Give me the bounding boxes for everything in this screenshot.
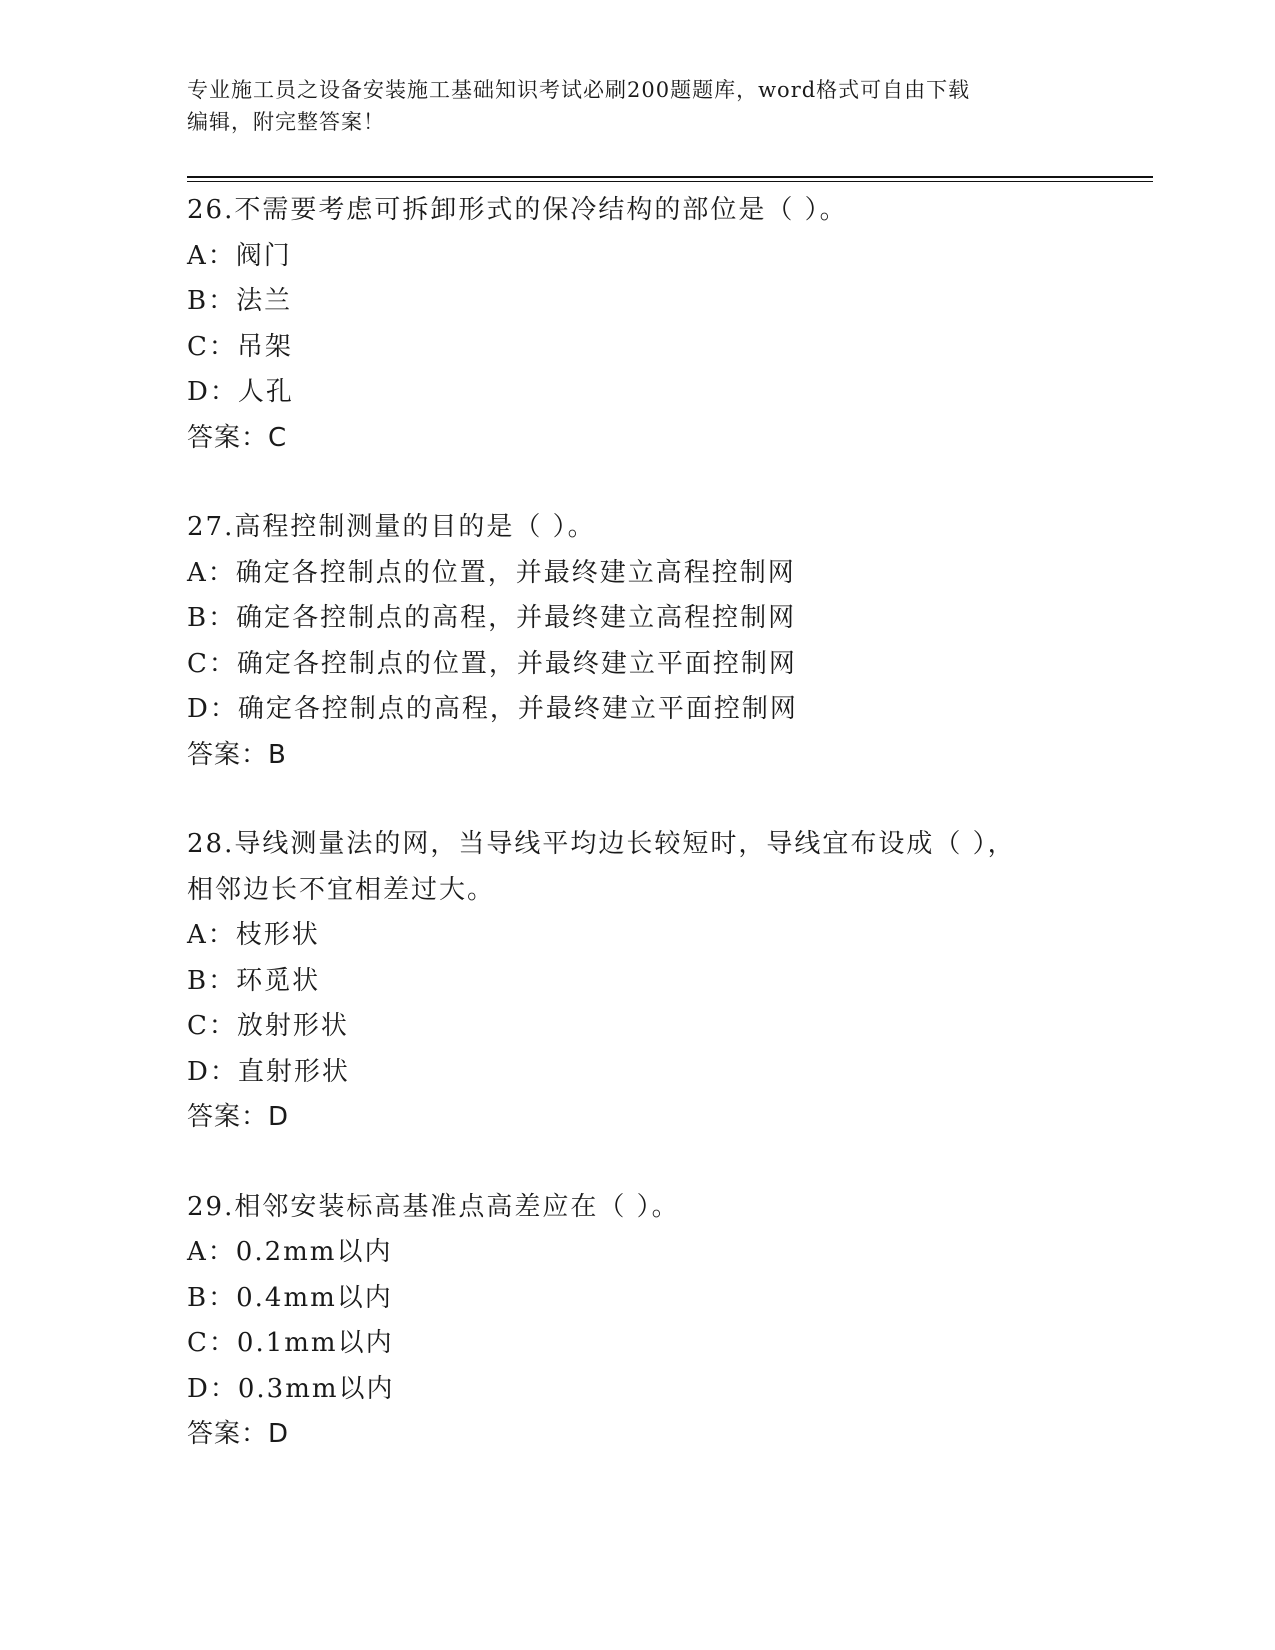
option-text: 确定各控制点的位置，并最终建立平面控制网 xyxy=(236,648,797,679)
option-text: 放射形状 xyxy=(236,1011,349,1041)
option-c xyxy=(187,1321,1153,1367)
option-d xyxy=(187,370,1153,416)
answer-line xyxy=(187,1412,1153,1458)
option-key: D： xyxy=(187,694,238,724)
question-28 xyxy=(187,822,1153,1141)
answer-line xyxy=(187,733,1153,779)
option-text: 确定各控制点的高程，并最终建立平面控制网 xyxy=(237,694,798,724)
option-key: C： xyxy=(187,1328,237,1358)
option-text: 枝形状 xyxy=(235,920,320,950)
option-key: D： xyxy=(187,377,238,407)
answer-value: B xyxy=(268,739,287,770)
question-stem: 29.相邻安装标高基准点高差应在（ ）。 xyxy=(187,1191,680,1222)
question-stem: 28.导线测量法的网，当导线平均边长较短时，导线宜布设成（ ）， xyxy=(187,829,1016,859)
option-text: 0.4mm以内 xyxy=(236,1282,393,1313)
option-text: 确定各控制点的高程，并最终建立高程控制网 xyxy=(236,603,797,633)
question-stem-continued: 相邻边长不宜相差过大。 xyxy=(187,874,496,905)
option-a xyxy=(187,551,1153,597)
option-a xyxy=(187,234,1153,280)
answer-value: C xyxy=(268,422,288,453)
answer-label: 答案： xyxy=(187,1102,269,1132)
answer-label: 答案： xyxy=(187,1419,269,1449)
option-text: 环觅状 xyxy=(236,965,321,996)
option-d xyxy=(187,1367,1153,1413)
option-text: 阀门 xyxy=(235,240,292,271)
option-c xyxy=(187,642,1153,688)
question-29 xyxy=(187,1185,1153,1458)
option-text: 吊架 xyxy=(236,331,293,362)
header-divider-thick xyxy=(187,176,1153,178)
answer-line xyxy=(187,1095,1153,1141)
option-b xyxy=(187,596,1153,642)
option-text: 直射形状 xyxy=(237,1056,350,1087)
option-c xyxy=(187,1004,1153,1050)
answer-label: 答案： xyxy=(187,422,269,453)
option-c xyxy=(187,325,1153,371)
option-key: A： xyxy=(187,920,236,950)
option-text: 0.1mm以内 xyxy=(236,1328,394,1358)
document-header xyxy=(187,74,1067,138)
header-divider-thin xyxy=(187,181,1153,182)
option-a xyxy=(187,913,1153,959)
option-key: C： xyxy=(187,331,237,362)
option-key: B： xyxy=(187,603,237,633)
option-key: C： xyxy=(187,648,237,679)
answer-value: D xyxy=(268,1102,290,1132)
option-key: A： xyxy=(187,557,236,588)
question-stem: 26.不需要考虑可拆卸形式的保冷结构的部位是（ ）。 xyxy=(187,195,848,225)
answer-value: D xyxy=(268,1419,290,1449)
option-key: B： xyxy=(187,286,237,316)
option-b xyxy=(187,1276,1153,1322)
option-d xyxy=(187,687,1153,733)
option-key: A： xyxy=(187,1237,236,1267)
question-26 xyxy=(187,188,1153,461)
option-key: B： xyxy=(187,965,237,996)
option-key: B： xyxy=(187,1282,237,1313)
option-key: C： xyxy=(187,1011,237,1041)
option-key: A： xyxy=(187,240,236,271)
header-title-line-2: 编辑，附完整答案！ xyxy=(187,110,385,134)
option-d xyxy=(187,1050,1153,1096)
option-text: 0.2mm以内 xyxy=(235,1237,393,1267)
answer-line xyxy=(187,416,1153,462)
option-b xyxy=(187,959,1153,1005)
header-title-line-1: 专业施工员之设备安装施工基础知识考试必刷200题题库，word格式可自由下载 xyxy=(187,78,971,102)
option-text: 人孔 xyxy=(237,377,294,407)
option-text: 0.3mm以内 xyxy=(237,1373,395,1404)
option-text: 法兰 xyxy=(236,286,293,316)
question-27 xyxy=(187,505,1153,778)
option-key: D： xyxy=(187,1056,238,1087)
question-stem: 27.高程控制测量的目的是（ ）。 xyxy=(187,512,596,542)
option-a xyxy=(187,1230,1153,1276)
option-text: 确定各控制点的位置，并最终建立高程控制网 xyxy=(235,557,796,588)
option-b xyxy=(187,279,1153,325)
question-list xyxy=(187,188,1153,1502)
answer-label: 答案： xyxy=(187,739,269,770)
option-key: D： xyxy=(187,1373,238,1404)
